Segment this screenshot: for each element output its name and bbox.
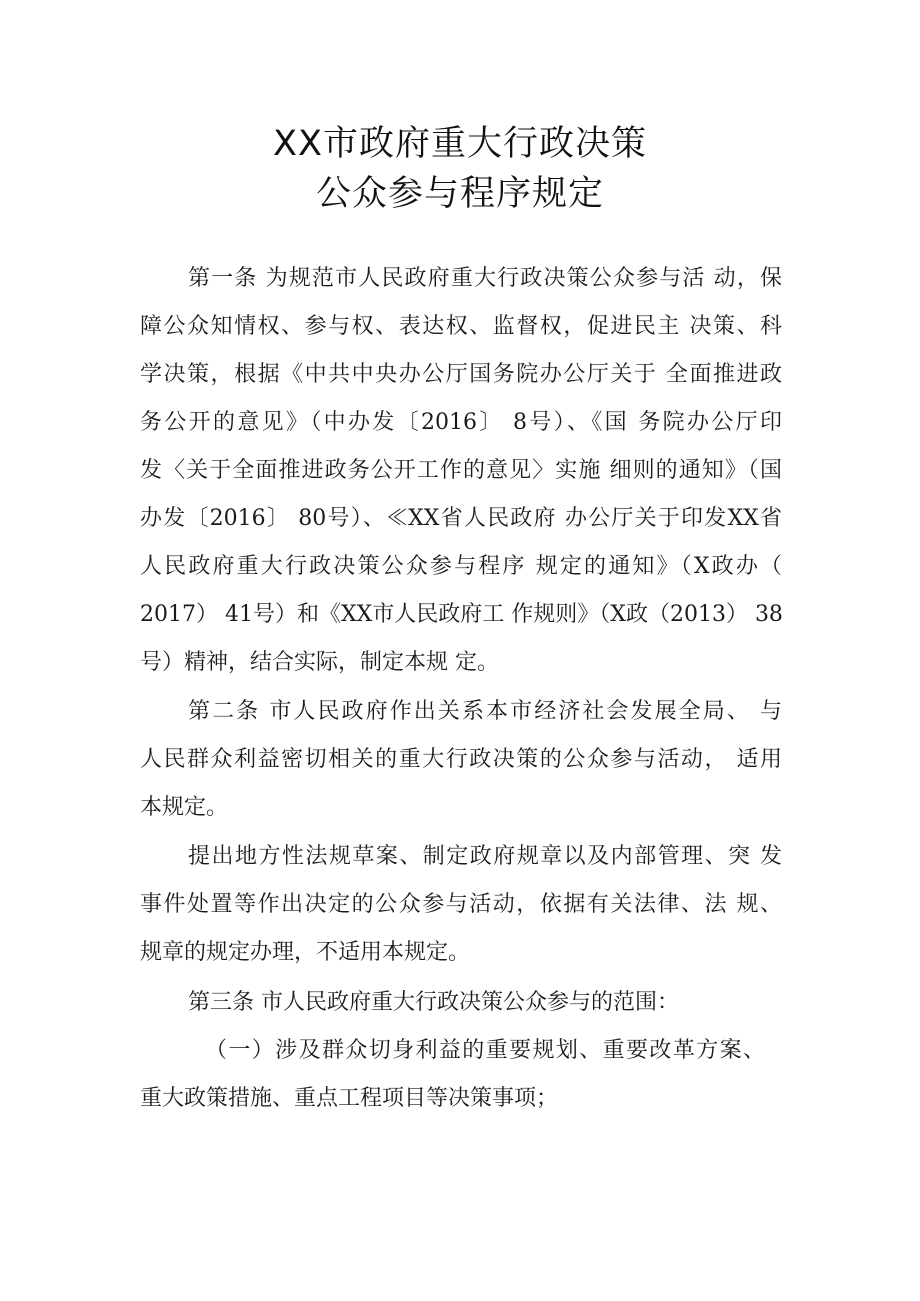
body-line: 号）精神，结合实际，制定本规 定。 <box>140 650 499 675</box>
body-line: 务公开的意见》（中办发〔2016〕 8号）、《国 务院办公厅印 <box>140 410 782 435</box>
article-2-line: 第二条 市人民政府作出关系本市经济社会发展全局、 与 <box>188 699 782 724</box>
document-title-line-1: XX市政府重大行政决策 <box>273 124 647 164</box>
body-line: 障公众知情权、参与权、表达权、监督权，促进民主 决策、科 <box>140 314 782 339</box>
article-3-line: 第三条 市人民政府重大行政决策公众参与的范围： <box>188 990 679 1015</box>
body-line: 人民政府重大行政决策公众参与程序 规定的通知》（X政办（ <box>140 554 782 579</box>
body-line: 学决策，根据《中共中央办公厅国务院办公厅关于 全面推进政 <box>140 362 782 387</box>
body-line: 规章的规定办理，不适用本规定。 <box>140 940 471 965</box>
body-line: 办发〔2016〕 80号）、≪XX省人民政府 办公厅关于印发XX省 <box>140 506 782 531</box>
paragraph-line: 提出地方性法规草案、制定政府规章以及内部管理、突 发 <box>188 844 782 869</box>
body-line: 事件处置等作出决定的公众参与活动，依据有关法律、法 规、 <box>140 892 782 917</box>
body-line: 2017） 41号）和《XX市人民政府工 作规则》（X政（2013） 38 <box>140 602 783 627</box>
document-title-line-2: 公众参与程序规定 <box>315 174 604 214</box>
body-line: 本规定。 <box>140 795 229 820</box>
body-line: 发〈关于全面推进政务公开工作的意见〉实施 细则的通知》（国 <box>140 458 782 483</box>
item-1-line: （一）涉及群众切身利益的重要规划、重要改革方案、 <box>205 1038 765 1063</box>
body-line: 重大政策措施、重点工程项目等决策事项； <box>140 1086 559 1111</box>
body-line: 人民群众利益密切相关的重大行政决策的公众参与活动， 适用 <box>140 747 782 772</box>
article-1-line: 第一条 为规范市人民政府重大行政决策公众参与活 动，保 <box>188 266 782 291</box>
